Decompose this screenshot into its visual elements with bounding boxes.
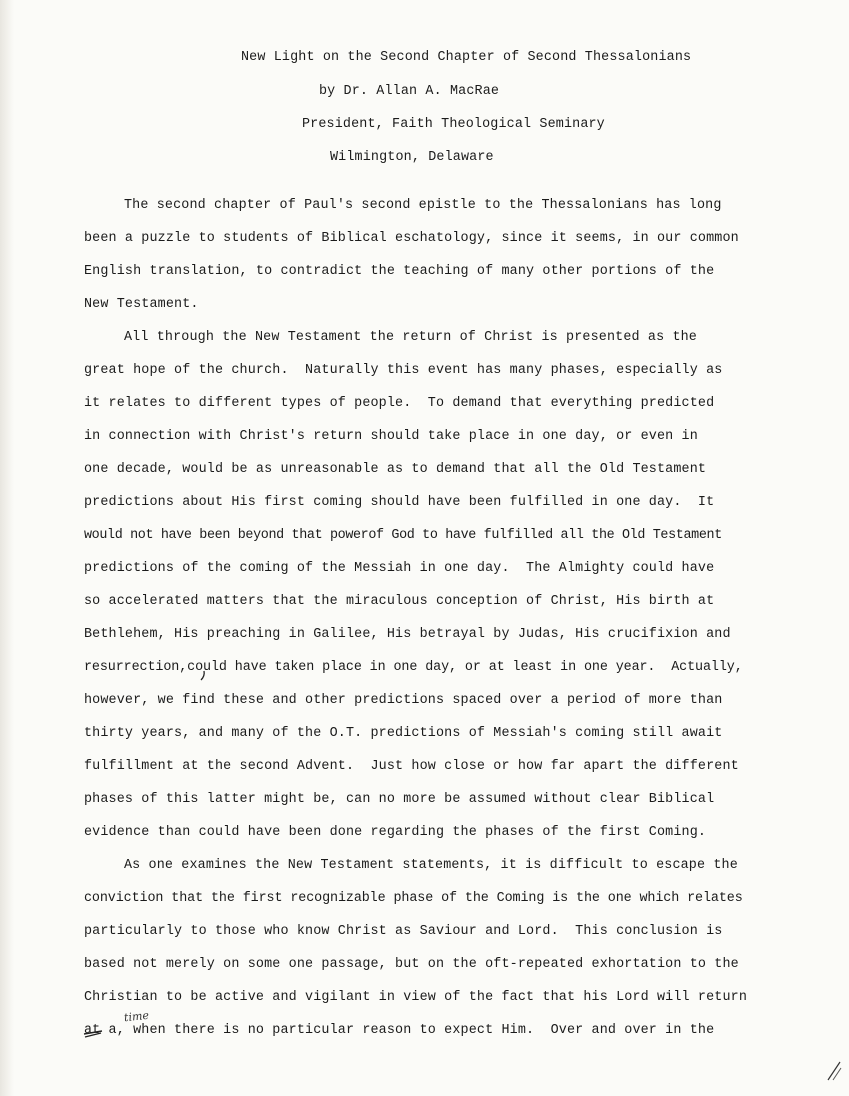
body-line: in connection with Christ's return should take place in one day, or even in (84, 429, 698, 444)
body-line: it relates to different types of people. To demand that everything predicted (84, 396, 715, 411)
body-line: so accelerated matters that the miraculous conception of Christ, His birth at (84, 594, 715, 609)
body-line: resurrection,could have taken place in one day, or at least in one year. Actually, (84, 660, 743, 675)
body-line: been a puzzle to students of Biblical eschatology, since it seems, in our common (84, 231, 739, 246)
body-line: Christian to be active and vigilant in view of the fact that his Lord will return (84, 990, 748, 1005)
body-line: evidence than could have been done regarding the phases of the first Coming. (84, 825, 707, 840)
handwritten-insert: time (123, 1008, 150, 1025)
body-line: at a, when there is no particular reason to expect Him. Over and over in the (84, 1023, 715, 1038)
body-line: one decade, would be as unreasonable as to demand that all the Old Testament (84, 462, 707, 477)
body-line: thirty years, and many of the O.T. predictions of Messiah's coming still await (84, 726, 723, 741)
body-line: conviction that the first recognizable phase of the Coming is the one which relates (84, 891, 743, 906)
body-line: would not have been beyond that powerof God to have fulfilled all the Old Testament (84, 528, 722, 543)
body-line: The second chapter of Paul's second epistle to the Thessalonians has long (124, 198, 722, 213)
author-location: Wilmington, Delaware (330, 150, 494, 165)
author-position: President, Faith Theological Seminary (302, 117, 605, 132)
body-line: fulfillment at the second Advent. Just how close or how far apart the different (84, 759, 739, 774)
body-line: however, we find these and other predictions spaced over a period of more than (84, 693, 723, 708)
strike-mark-icon (82, 1026, 104, 1040)
body-line: Bethlehem, His preaching in Galilee, His betrayal by Judas, His crucifixion and (84, 627, 731, 642)
caret-mark-icon (198, 670, 210, 682)
page-edge-shadow (0, 0, 14, 1096)
body-line: predictions about His first coming should have been fulfilled in one day. It (84, 495, 715, 510)
body-line: phases of this latter might be, can no more be assumed without clear Biblical (84, 792, 715, 807)
body-line: predictions of the coming of the Messiah in one day. The Almighty could have (84, 561, 715, 576)
author-line: by Dr. Allan A. MacRae (319, 84, 500, 99)
body-line: based not merely on some one passage, but on the oft-repeated exhortation to the (84, 957, 739, 972)
document-title: New Light on the Second Chapter of Second Thessalonians (241, 50, 692, 65)
body-line: English translation, to contradict the teaching of many other portions of the (84, 264, 715, 279)
body-line: particularly to those who know Christ as Saviour and Lord. This conclusion is (84, 924, 723, 939)
body-line: As one examines the New Testament statements, it is difficult to escape the (124, 858, 738, 873)
body-line: great hope of the church. Naturally this event has many phases, especially as (84, 363, 723, 378)
body-line: All through the New Testament the return of Christ is presented as the (124, 330, 697, 345)
body-line: New Testament. (84, 297, 199, 312)
page-corner-mark-icon (825, 1058, 843, 1082)
